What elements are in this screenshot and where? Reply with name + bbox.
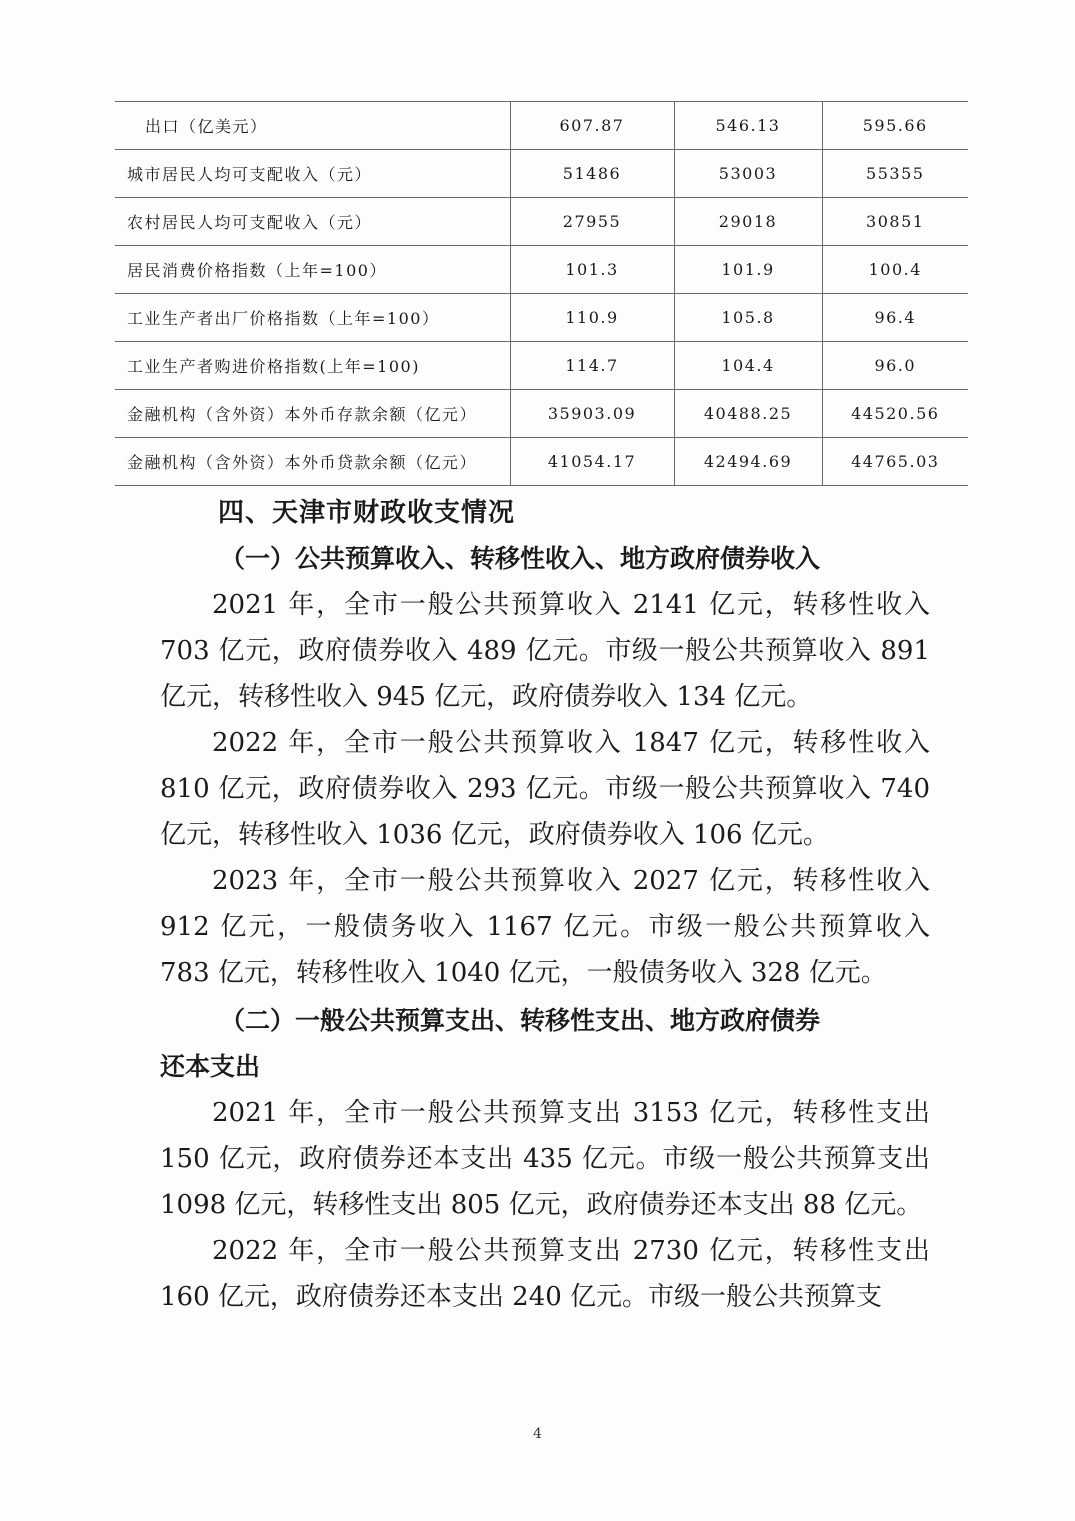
paragraph-2022-revenue: 2022 年，全市一般公共预算收入 1847 亿元，转移性收入 810 亿元，政府债券收入 293 亿元。市级一般公共预算收入 740 亿元，转移性收入 1036 亿元，政府债券收入 106 亿元。: [160, 728, 930, 850]
table-row: [115, 150, 968, 198]
value-cell: 44765.03: [822, 438, 968, 486]
value-cell: 40488.25: [674, 390, 822, 438]
row-label: 出口（亿美元）: [115, 102, 510, 150]
row-label: 金融机构（含外资）本外币贷款余额（亿元）: [115, 438, 510, 486]
value-cell: 104.4: [674, 342, 822, 390]
table-row: [115, 294, 968, 342]
value-cell: 53003: [674, 150, 822, 198]
value-cell: 29018: [674, 198, 822, 246]
value-cell: 44520.56: [822, 390, 968, 438]
value-cell: 105.8: [674, 294, 822, 342]
value-cell: 546.13: [674, 102, 822, 150]
value-cell: 96.0: [822, 342, 968, 390]
table-row: [115, 246, 968, 294]
value-cell: 30851: [822, 198, 968, 246]
paragraph-2021-revenue: 2021 年，全市一般公共预算收入 2141 亿元，转移性收入 703 亿元，政府债券收入 489 亿元。市级一般公共预算收入 891 亿元，转移性收入 945 亿元，政府债券收入 134 亿元。: [160, 590, 930, 712]
value-cell: 101.3: [510, 246, 674, 294]
value-cell: 100.4: [822, 246, 968, 294]
row-label: 城市居民人均可支配收入（元）: [115, 150, 510, 198]
subsection-1-title-text: （一）公共预算收入、转移性收入、地方政府债券收入: [220, 544, 821, 573]
value-cell: 55355: [822, 150, 968, 198]
row-label: 农村居民人均可支配收入（元）: [115, 198, 510, 246]
paragraph-2022-expenditure: 2022 年，全市一般公共预算支出 2730 亿元，转移性支出 160 亿元，政府债券还本支出 240 亿元。市级一般公共预算支: [160, 1236, 930, 1312]
subsection-1-title: [160, 536, 930, 582]
paragraph-2021-expenditure: 2021 年，全市一般公共预算支出 3153 亿元，转移性支出 150 亿元，政府债券还本支出 435 亿元。市级一般公共预算支出 1098 亿元，转移性支出 805 亿元，政府债券还本支出 88 亿元。: [160, 1098, 930, 1220]
subsection-2-title-line1: （二）一般公共预算支出、转移性支出、地方政府债券: [220, 1006, 821, 1035]
value-cell: 51486: [510, 150, 674, 198]
table-row: [115, 102, 968, 150]
economic-indicators-table: [115, 101, 968, 486]
table-row: [115, 390, 968, 438]
subsection-2-title: [160, 998, 930, 1090]
value-cell: 35903.09: [510, 390, 674, 438]
row-label: 金融机构（含外资）本外币存款余额（亿元）: [115, 390, 510, 438]
subsection-2: [160, 998, 930, 1320]
row-label: 居民消费价格指数（上年=100）: [115, 246, 510, 294]
value-cell: 595.66: [822, 102, 968, 150]
value-cell: 114.7: [510, 342, 674, 390]
subsection-1: [160, 536, 930, 996]
row-label: 工业生产者购进价格指数(上年=100): [115, 342, 510, 390]
subsection-2-title-line2: 还本支出: [160, 1052, 261, 1081]
row-label: 工业生产者出厂价格指数（上年=100）: [115, 294, 510, 342]
table-row: [115, 342, 968, 390]
section-title: 四、天津市财政收支情况: [218, 498, 516, 528]
page-number: 4: [533, 1426, 542, 1442]
value-cell: 101.9: [674, 246, 822, 294]
value-cell: 96.4: [822, 294, 968, 342]
value-cell: 607.87: [510, 102, 674, 150]
value-cell: 110.9: [510, 294, 674, 342]
value-cell: 41054.17: [510, 438, 674, 486]
paragraph-2023-revenue: 2023 年，全市一般公共预算收入 2027 亿元，转移性收入 912 亿元，一般债务收入 1167 亿元。市级一般公共预算收入 783 亿元，转移性收入 1040 亿元，一般债务收入 328 亿元。: [160, 866, 930, 988]
table-row: [115, 198, 968, 246]
table-row: [115, 438, 968, 486]
value-cell: 42494.69: [674, 438, 822, 486]
value-cell: 27955: [510, 198, 674, 246]
